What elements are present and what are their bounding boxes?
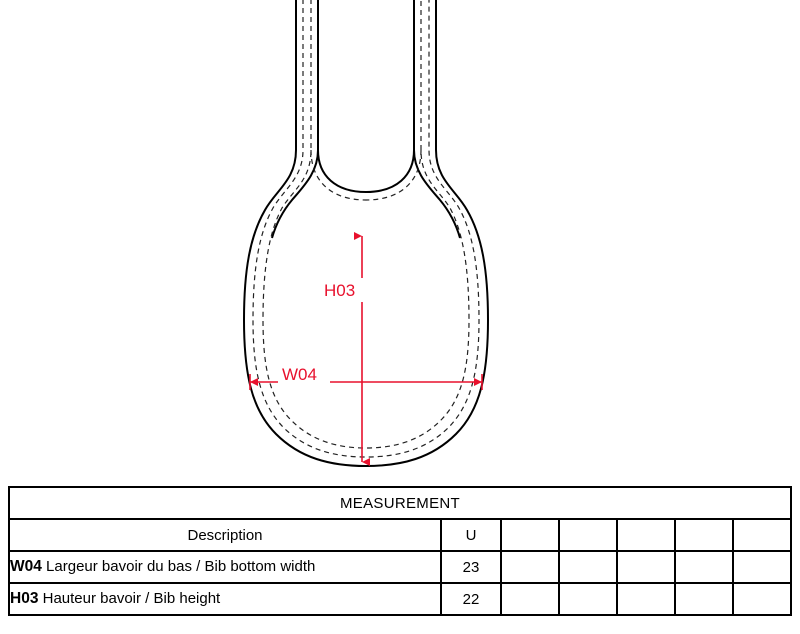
header-description: Description — [9, 519, 441, 551]
row-code-h03: H03 — [10, 590, 39, 607]
bib-topstitch-group — [253, 0, 479, 457]
row-description-h03 — [9, 583, 441, 615]
height-dimension-label: H03 — [324, 281, 356, 300]
row-code-w04: W04 — [10, 558, 42, 575]
bib-outline-group — [244, 0, 488, 466]
row-extra-w04-4 — [675, 551, 733, 583]
width-dimension-label: W04 — [282, 365, 317, 384]
row-extra-h03-5 — [733, 583, 791, 615]
row-extra-h03-2 — [559, 583, 617, 615]
row-extra-w04-2 — [559, 551, 617, 583]
bib-outer-outline — [244, 0, 488, 466]
table-row — [9, 583, 791, 615]
table-title-row — [9, 487, 791, 519]
table-header-row — [9, 519, 791, 551]
row-extra-w04-5 — [733, 551, 791, 583]
header-extra-4 — [675, 519, 733, 551]
table-row — [9, 551, 791, 583]
header-extra-3 — [617, 519, 675, 551]
header-extra-5 — [733, 519, 791, 551]
row-extra-h03-3 — [617, 583, 675, 615]
header-extra-1 — [501, 519, 559, 551]
measurement-table — [8, 486, 792, 616]
row-value-h03: 22 — [441, 583, 501, 615]
bib-neck-opening — [318, 150, 414, 192]
header-unit: U — [441, 519, 501, 551]
row-text-h03: Hauteur bavoir / Bib height — [42, 590, 221, 607]
header-extra-2 — [559, 519, 617, 551]
row-extra-w04-1 — [501, 551, 559, 583]
row-text-w04: Largeur bavoir du bas / Bib bottom width — [46, 558, 316, 575]
row-extra-h03-1 — [501, 583, 559, 615]
row-extra-h03-4 — [675, 583, 733, 615]
row-description-w04 — [9, 551, 441, 583]
topstitch-outer — [253, 0, 479, 457]
row-value-w04: 23 — [441, 551, 501, 583]
measurement-table-title: MEASUREMENT — [9, 487, 791, 519]
row-extra-w04-3 — [617, 551, 675, 583]
